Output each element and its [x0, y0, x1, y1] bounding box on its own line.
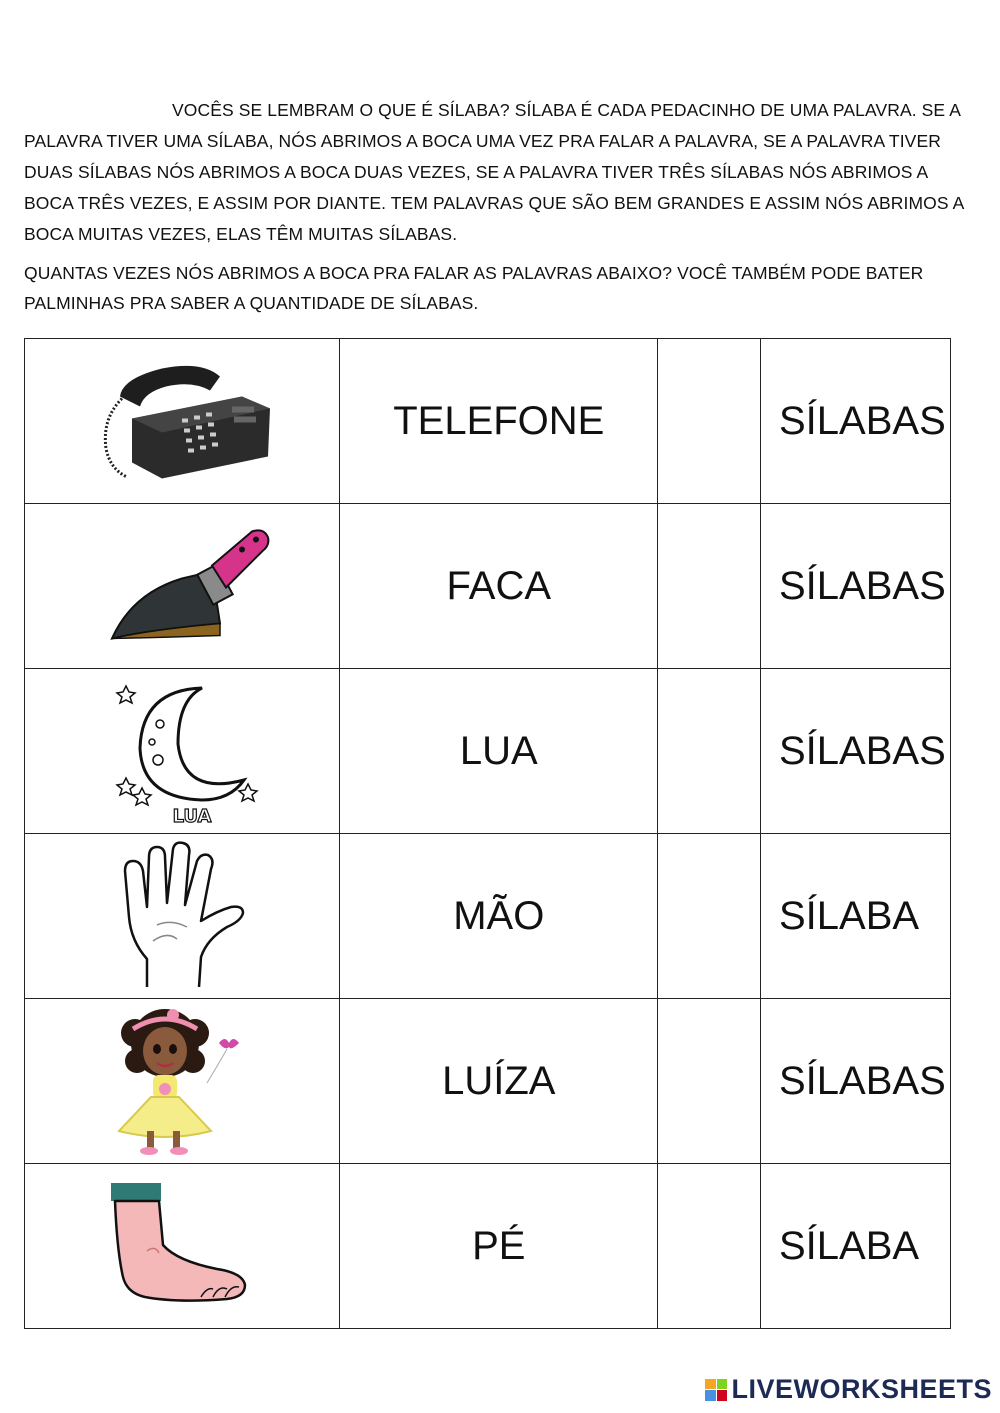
liveworksheets-logo-icon — [705, 1379, 727, 1401]
table-row — [25, 1164, 951, 1329]
brand-name: LIVEWORKSHEETS — [731, 1374, 992, 1404]
girl-icon — [107, 1003, 257, 1159]
answer-box[interactable] — [658, 339, 761, 504]
knife-icon — [92, 524, 272, 649]
word-luiza: LUÍZA — [340, 999, 658, 1164]
instructions-paragraph-1: VOCÊS SE LEMBRAM O QUE É SÍLABA? SÍLABA É CADA PEDACINHO DE UMA PALAVRA. SE A PALAVRA TIVER UMA SÍLABA, NÓS ABRIMOS A BOCA UMA VEZ PRA FALAR A PALAVRA, SE A PALAVRA TIVER DUAS SÍLABAS NÓS ABRIMOS A BOCA DUAS VEZES, SE A PALAVRA TIVER TRÊS SÍLABAS NÓS ABRIMOS A BOCA TRÊS VEZES, E ASSIM POR DIANTE. TEM PALAVRAS QUE SÃO BEM GRANDES E ASSIM NÓS ABRIMOS A BOCA MUITAS VEZES, ELAS TÊM MUITAS SÍLABAS. — [24, 100, 964, 244]
word-faca: FACA — [340, 504, 658, 669]
table-row — [25, 504, 951, 669]
footer-brand[interactable] — [705, 1374, 992, 1405]
instructions — [24, 95, 976, 318]
answer-box[interactable] — [658, 999, 761, 1164]
picture-cell — [25, 999, 340, 1164]
syllable-label: SÍLABAS — [760, 999, 950, 1164]
answer-box[interactable] — [658, 834, 761, 999]
syllable-label: SÍLABA — [760, 1164, 950, 1329]
table-row — [25, 834, 951, 999]
answer-box[interactable] — [658, 669, 761, 834]
picture-cell — [25, 339, 340, 504]
word-telefone: TELEFONE — [340, 339, 658, 504]
syllable-label: SÍLABAS — [760, 669, 950, 834]
moon-icon — [102, 676, 262, 826]
syllable-label: SÍLABAS — [760, 504, 950, 669]
picture-cell — [25, 834, 340, 999]
instructions-paragraph-2: QUANTAS VEZES NÓS ABRIMOS A BOCA PRA FALAR AS PALAVRAS ABAIXO? VOCÊ TAMBÉM PODE BATER PALMINHAS PRA SABER A QUANTIDADE DE SÍLABAS. — [24, 263, 924, 313]
table-row — [25, 999, 951, 1164]
answer-box[interactable] — [658, 504, 761, 669]
answer-box[interactable] — [658, 1164, 761, 1329]
table-row — [25, 339, 951, 504]
moon-caption: LUA — [172, 806, 212, 826]
table-row — [25, 669, 951, 834]
syllable-label: SÍLABA — [760, 834, 950, 999]
picture-cell — [25, 1164, 340, 1329]
foot-icon — [107, 1181, 257, 1311]
word-pe: PÉ — [340, 1164, 658, 1329]
syllable-label: SÍLABAS — [760, 339, 950, 504]
word-mao: MÃO — [340, 834, 658, 999]
picture-cell — [25, 669, 340, 834]
picture-cell — [25, 504, 340, 669]
telephone-icon — [92, 359, 272, 484]
syllable-table — [24, 338, 951, 1329]
hand-icon — [107, 841, 257, 991]
word-lua: LUA — [340, 669, 658, 834]
